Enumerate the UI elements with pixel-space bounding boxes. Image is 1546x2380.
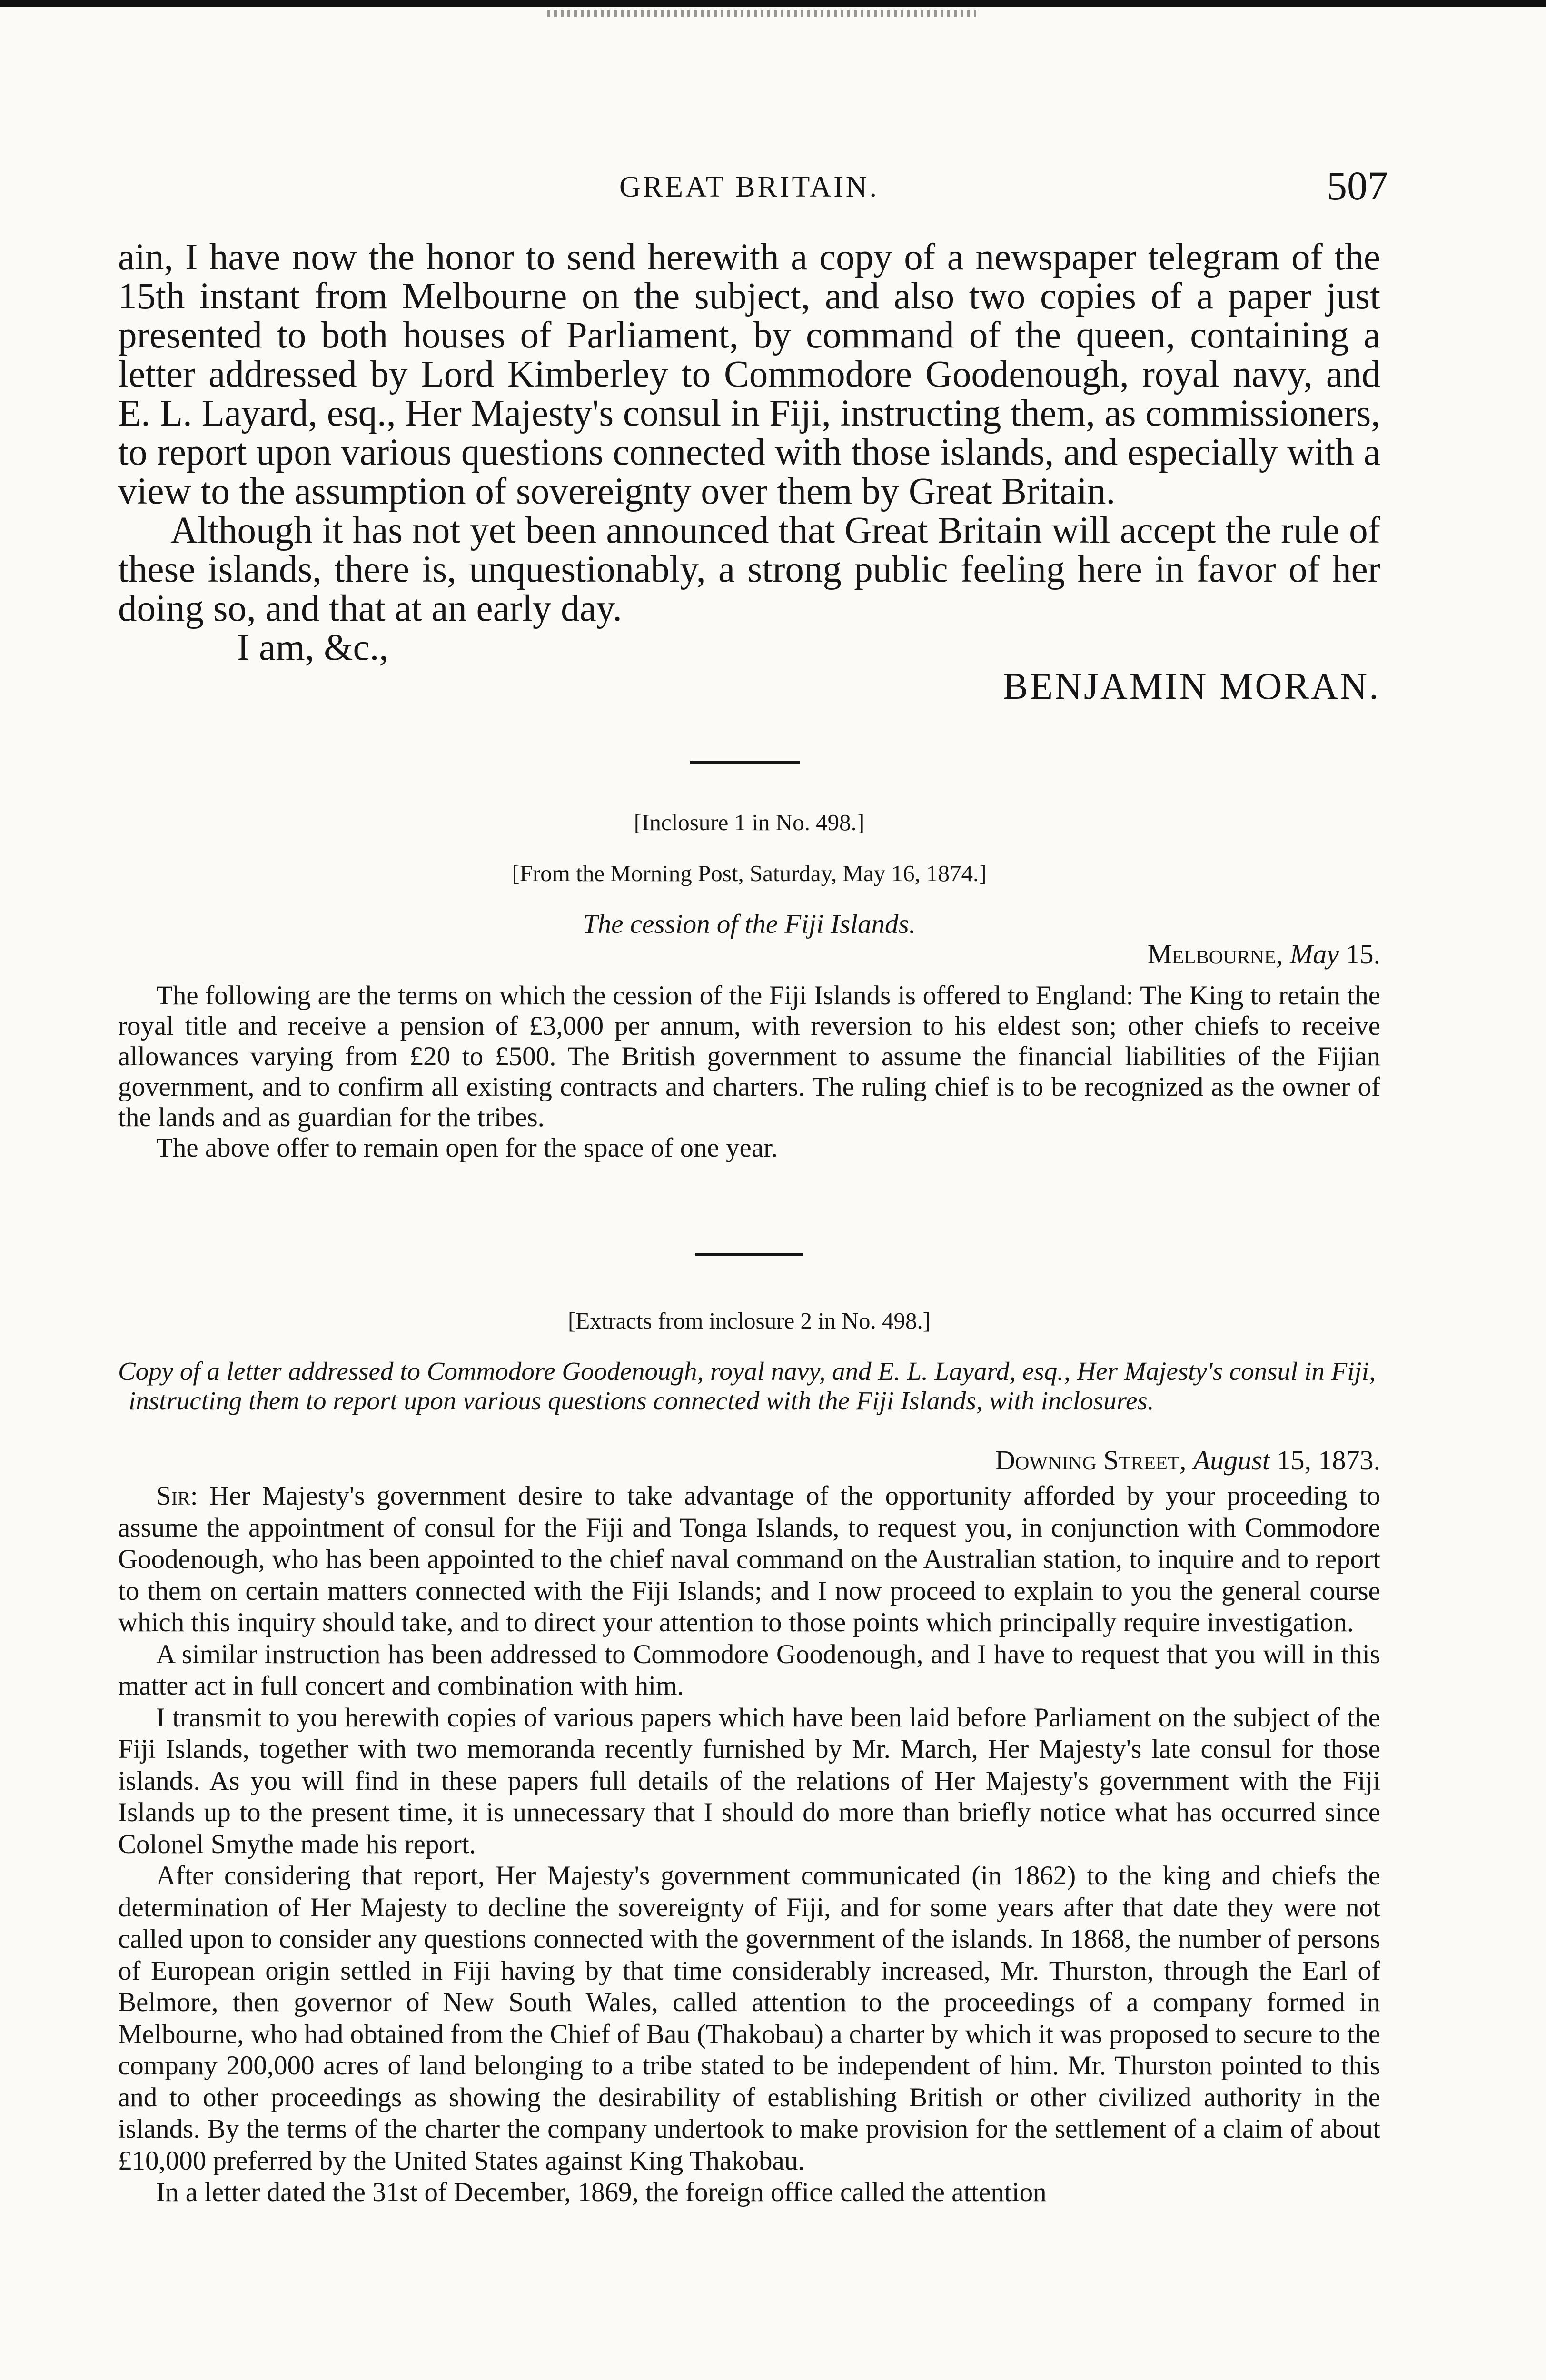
inclosure2-paragraph: After considering that report, Her Majesty's government communicated (in 1862) to the king and chiefs the determination of Her Majesty to decline the sovereignty of Fiji, and for some years after that date they were not called upon to consider any questions connected with the government of the islands. In 1868, the number of persons of European origin settled in Fiji having by that time considerably increased, Mr. Thurston, through the Earl of Belmore, then governor of New South Wales, called attention to the proceedings of a company formed in Melbourne, who had obtained from the Chief of Bau (Thakobau) a charter by which it was proposed to secure to the company 200,000 acres of land belonging to a tribe stated to be independent of him. Mr. Thurston pointed to this and to other proceedings as showing the desirability of establishing British or other civilized authority in the islands. By the terms of the charter the company undertook to make provision for the settlement of a claim of about £10,000 preferred by the United States against King Thakobau. [118, 1861, 1380, 2176]
inclosure2-paragraph: A similar instruction has been addressed to Commodore Goodenough, and I have to request that you will in this matter act in full concert and combination with him. [118, 1639, 1380, 1701]
letter-body [118, 238, 1380, 706]
inclosure2-label: [Extracts from inclosure 2 in No. 498.] [567, 1308, 931, 1334]
inclosure2-paragraph [118, 1480, 1380, 1639]
page-number: 507 [1327, 163, 1388, 208]
inclosure1-paragraph: The following are the terms on which the cession of the Fiji Islands is offered to England: The King to retain the royal title and receive a pension of £3,000 per annum, with reversion to his eldest son; other chiefs to receive allowances varying from £20 to £500. The British government to assume the financial liabilities of the Fijian government, and to confirm all existing contracts and charters. The ruling chief is to be recognized as the owner of the lands and as guardian for the tribes. [118, 981, 1380, 1132]
inclosure2-dateline [118, 1446, 1380, 1475]
signature: BENJAMIN MORAN. [1003, 666, 1380, 707]
dateline-place: Melbourne, [1147, 939, 1283, 970]
inclosure2-body [118, 1480, 1380, 2209]
dateline-day: 15, 1873. [1277, 1445, 1380, 1476]
letter-paragraph: ain, I have now the honor to send herewith a copy of a newspaper telegram of the 15th instant from Melbourne on the subject, and also two copies of a paper just presented to both houses of Parliament, by command of the queen, containing a letter addressed by Lord Kimberley to Commodore Goodenough, royal navy, and E. L. Layard, esq., Her Majesty's consul in Fiji, instructing them, as commissioners, to report upon various questions connected with those islands, and especially with a view to the assumption of sovereignty over them by Great Britain. [118, 237, 1380, 512]
inclosure2-title-text: Copy of a letter addressed to Commodore Goodenough, royal navy, and E. L. Layard, esq., Her Majesty's consul in Fiji, instructing them to report upon various questions connected with the Fiji Islands, with inclosures. [118, 1357, 1376, 1415]
top-border [0, 0, 1546, 7]
inclosure1-body [118, 981, 1380, 1163]
dateline-date: May [1289, 939, 1339, 970]
paragraph-text: Her Majesty's government desire to take advantage of the opportunity afforded by your proceeding to assume the appointment of consul for the Fiji and Tonga Islands, to request you, in conjunction with Commodore Goodenough, who has been appointed to the chief naval command on the Australian station, to inquire and to report to them on certain matters connected with the Fiji Islands; and I now proceed to explain to you the general course which this inquiry should take, and to direct your attention to those points which principally require investigation. [118, 1481, 1381, 1637]
inclosure1-paragraph: The above offer to remain open for the space of one year. [156, 1133, 778, 1163]
section-rule [695, 1253, 803, 1256]
top-border-texture [547, 10, 976, 17]
inclosure1-heading: The cession of the Fiji Islands. [583, 909, 916, 939]
running-title: GREAT BRITAIN. [619, 171, 880, 203]
letter-paragraph: Although it has not yet been announced that Great Britain will accept the rule of these islands, there is, unquestionably, a strong public feeling here in favor of her doing so, and that at an early day. [118, 510, 1380, 629]
running-head [118, 163, 1388, 218]
inclosure2-paragraph: In a letter dated the 31st of December, 1869, the foreign office called the attention [156, 2177, 1047, 2207]
inclosure2-paragraph: I transmit to you herewith copies of various papers which have been laid before Parliament on the subject of the Fiji Islands, together with two memoranda recently furnished by Mr. March, Her Majesty's late consul for those islands. As you will find in these papers full details of the relations of Her Majesty's government with the Fiji Islands up to the present time, it is unnecessary that I should do more than briefly notice what has occurred since Colonel Smythe made his report. [118, 1702, 1380, 1859]
inclosure1-label: [Inclosure 1 in No. 498.] [634, 809, 865, 835]
salutation: Sir: [156, 1481, 198, 1511]
inclosure1-source: [From the Morning Post, Saturday, May 16, 1874.] [512, 860, 987, 886]
inclosure1-dateline [118, 940, 1380, 969]
letter-closing: I am, &c., [237, 627, 389, 668]
section-rule [690, 761, 800, 764]
dateline-date: August [1193, 1445, 1270, 1476]
dateline-place: Downing Street, [995, 1445, 1187, 1476]
inclosure2-title [118, 1357, 1380, 1416]
dateline-day: 15. [1346, 939, 1380, 970]
